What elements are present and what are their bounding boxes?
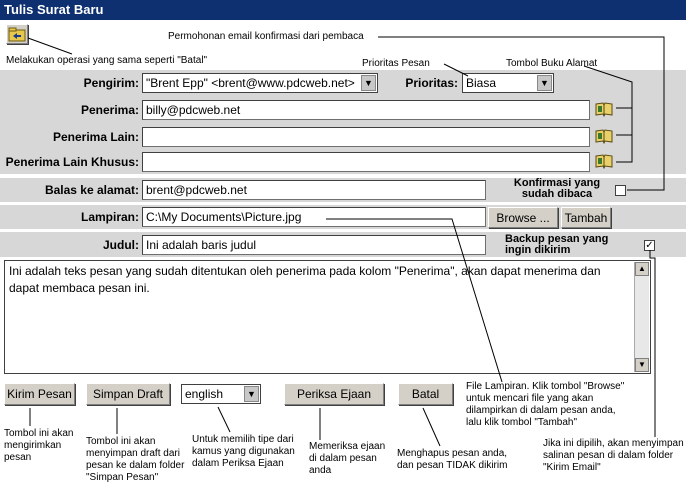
replyto-label: Balas ke alamat: <box>44 183 139 197</box>
address-book-icon <box>595 101 613 117</box>
message-body[interactable]: Ini adalah teks pesan yang sudah ditentukan oleh penerima pada kolom "Penerima", akan dapat menerima dan dapat membaca pesan ini. <box>4 260 651 374</box>
priority-select[interactable] <box>462 73 554 93</box>
annotation-undo: Melakukan operasi yang sama seperti "Batal" <box>6 55 208 66</box>
chevron-down-icon: ▼ <box>537 75 552 91</box>
subject-field[interactable]: Ini adalah baris judul <box>142 235 486 255</box>
send-button[interactable]: Kirim Pesan <box>4 383 75 405</box>
to-label: Penerima: <box>80 103 139 117</box>
language-select[interactable] <box>181 384 261 404</box>
save-draft-button[interactable]: Simpan Draft <box>86 383 170 405</box>
chevron-down-icon: ▼ <box>244 386 259 402</box>
address-book-icon <box>595 153 613 169</box>
address-book-cc-button[interactable] <box>595 128 613 147</box>
annotation-language: Untuk memilih tipe dari kamus yang digunakan dalam Periksa Ejaan <box>192 434 295 469</box>
browse-button[interactable]: Browse ... <box>488 207 558 228</box>
scroll-down-icon[interactable]: ▼ <box>635 358 649 372</box>
sender-label: Pengirim: <box>83 76 139 90</box>
readreceipt-checkbox[interactable] <box>615 185 626 196</box>
cc-label: Penerima Lain: <box>52 130 139 144</box>
address-book-bcc-button[interactable] <box>595 153 613 172</box>
bcc-label: Penerima Lain Khusus: <box>5 155 139 169</box>
annotation-spellcheck: Memeriksa ejaan di dalam pesan anda <box>309 441 386 476</box>
scroll-up-icon[interactable]: ▲ <box>635 262 649 276</box>
message-scrollbar[interactable] <box>634 262 649 372</box>
address-book-icon <box>595 128 613 144</box>
chevron-down-icon: ▼ <box>361 75 376 91</box>
annotation-priority: Prioritas Pesan <box>362 58 430 69</box>
cc-field[interactable] <box>142 127 590 147</box>
replyto-field[interactable]: brent@pdcweb.net <box>142 180 486 200</box>
attachment-field[interactable]: C:\My Documents\Picture.jpg <box>142 207 486 227</box>
to-field[interactable]: billy@pdcweb.net <box>142 100 590 120</box>
undo-folder-icon <box>8 26 26 42</box>
annotation-save-draft: Tombol ini akan menyimpan draft dari pesan ke dalam folder "Simpan Pesan" <box>86 436 185 483</box>
spellcheck-button[interactable]: Periksa Ejaan <box>284 383 384 405</box>
undo-button[interactable] <box>6 24 28 44</box>
attachment-label: Lampiran: <box>80 210 139 224</box>
sender-select[interactable] <box>142 73 378 93</box>
priority-label: Prioritas: <box>405 76 458 90</box>
annotation-send: Tombol ini akan mengirimkan pesan <box>4 428 74 463</box>
annotation-backup: Jika ini dipilih, akan menyimpan salinan pesan di dalam folder "Kirim Email" <box>543 438 684 473</box>
subject-label: Judul: <box>103 238 139 252</box>
annotation-read-receipt: Permohonan email konfirmasi dari pembaca <box>168 31 364 42</box>
readreceipt-label: Konfirmasi yang sudah dibaca <box>513 177 601 200</box>
bcc-field[interactable] <box>142 152 590 172</box>
annotation-attachment: File Lampiran. Klik tombol "Browse" untuk mencari file yang akan dilampirkan di dalam pesan anda, lalu klik tombol "Tambah" <box>466 381 625 428</box>
cancel-button[interactable]: Batal <box>398 383 453 405</box>
priority-value: Biasa <box>466 76 497 90</box>
add-attachment-button[interactable]: Tambah <box>561 207 611 228</box>
language-value: english <box>185 387 224 401</box>
backup-label: Backup pesan yang ingin dikirim <box>505 233 609 256</box>
window-title: Tulis Surat Baru <box>0 0 686 20</box>
annotation-cancel: Menghapus pesan anda, dan pesan TIDAK dikirim <box>397 448 508 471</box>
annotation-address-book: Tombol Buku Alamat <box>506 58 598 69</box>
backup-checkbox[interactable]: ✓ <box>645 240 654 251</box>
sender-value: "Brent Epp" <brent@www.pdcweb.net> <box>146 76 355 90</box>
address-book-to-button[interactable] <box>595 101 613 120</box>
